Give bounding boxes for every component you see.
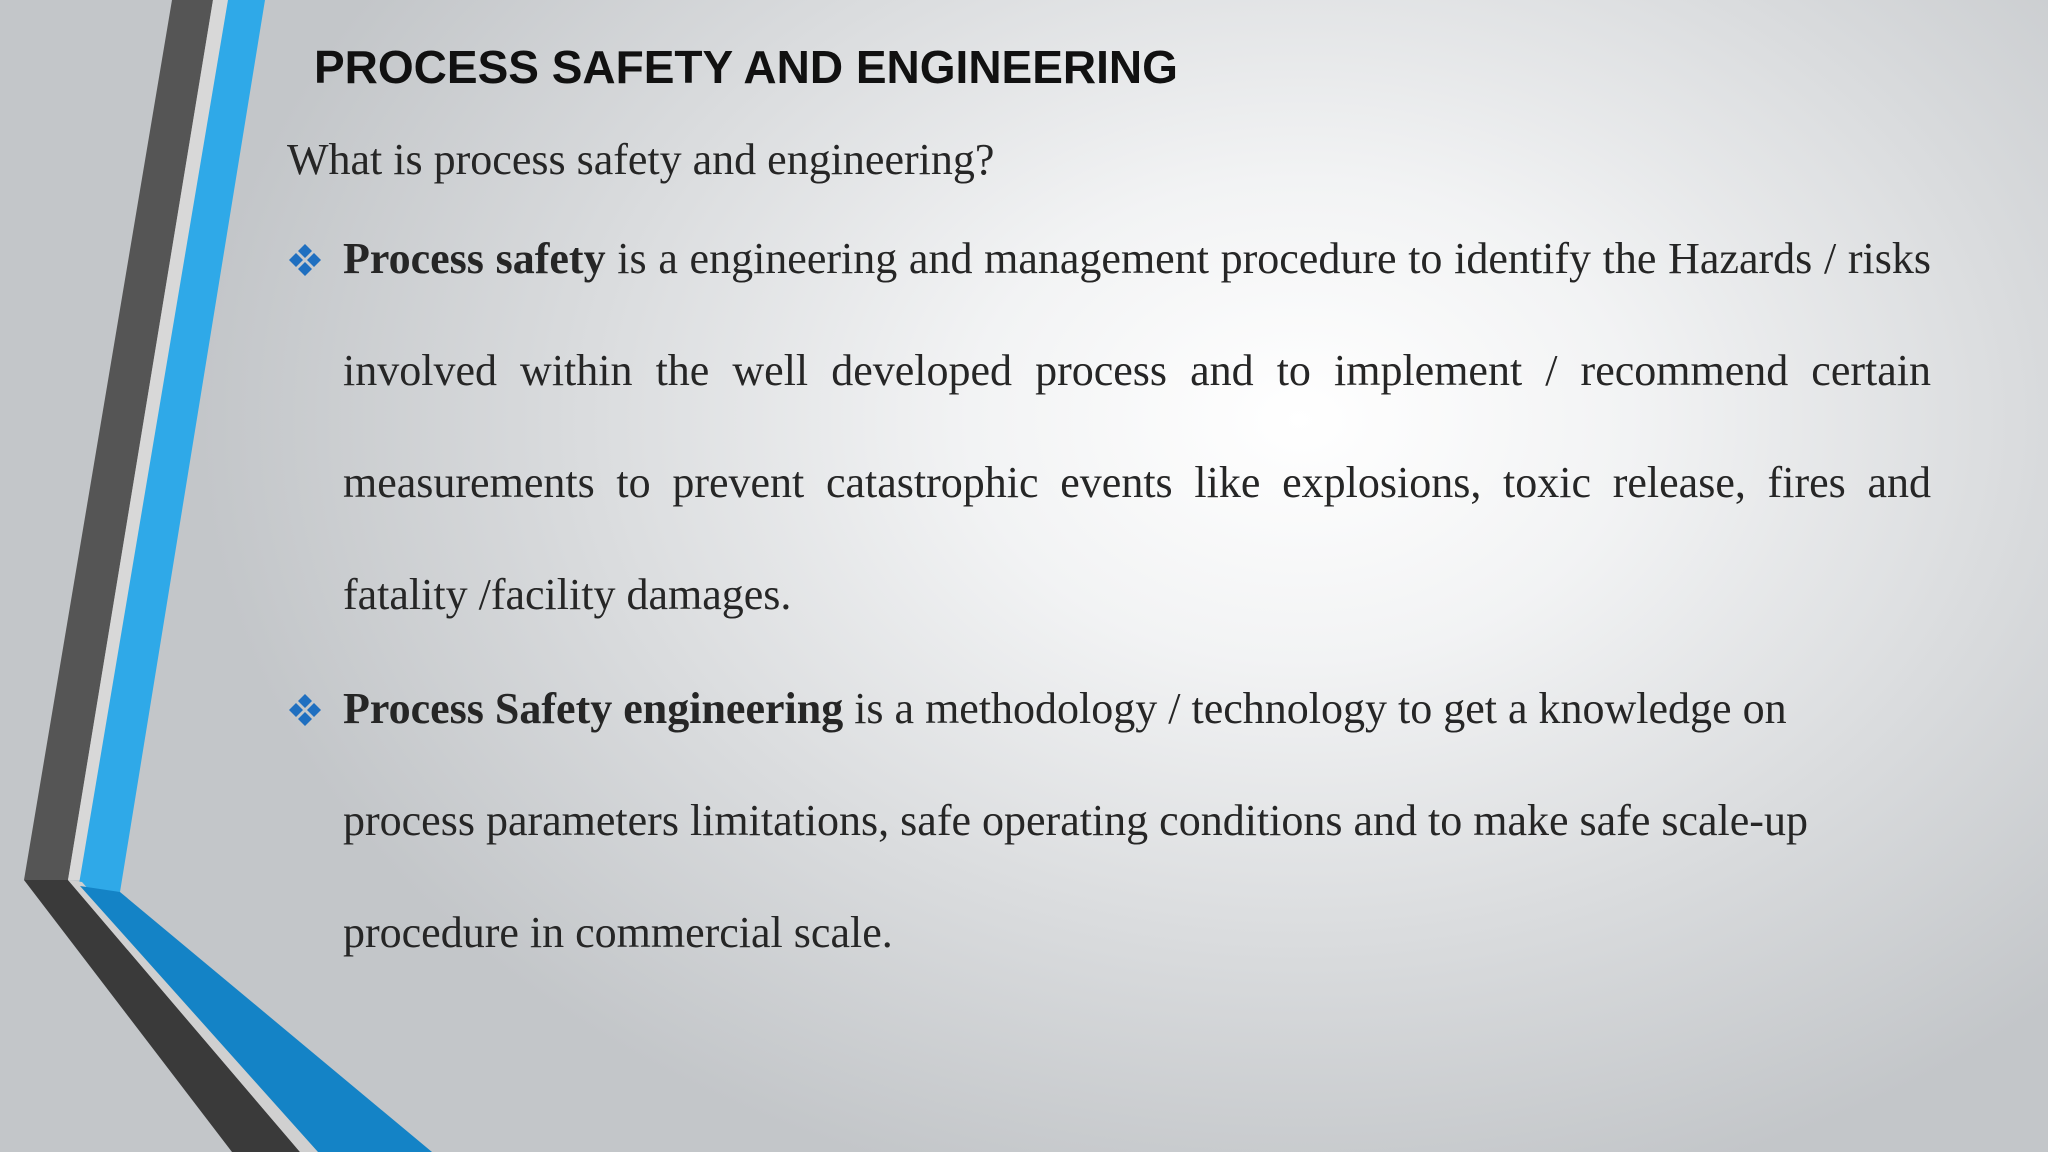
four-diamond-bullet-icon: [287, 242, 323, 278]
bullet-body: is a methodology / technology to get a knowledge on process parameters limitations, safe operating conditions and to make safe scale-up procedure in commercial scale.: [343, 684, 1808, 957]
bullet-term: Process Safety engineering: [343, 684, 844, 733]
slide-title: PROCESS SAFETY AND ENGINEERING: [314, 41, 1178, 93]
four-diamond-bullet-icon: [287, 692, 323, 728]
bullet-process-safety: [343, 203, 1931, 651]
intro-question: What is process safety and engineering?: [287, 135, 995, 184]
light-separator-bar: [68, 0, 228, 880]
light-diagonal-separator: [68, 880, 318, 1152]
bullet-term: Process safety: [343, 234, 606, 283]
bullet-body: is a engineering and management procedure to identify the Hazards / risks involved within the well developed process and to implement / recommend certain measurements to prevent catastrophic events like explosions, toxic release, fires and fatality /facility damages.: [343, 234, 1931, 619]
bullet-process-safety-engineering: [343, 653, 1903, 989]
